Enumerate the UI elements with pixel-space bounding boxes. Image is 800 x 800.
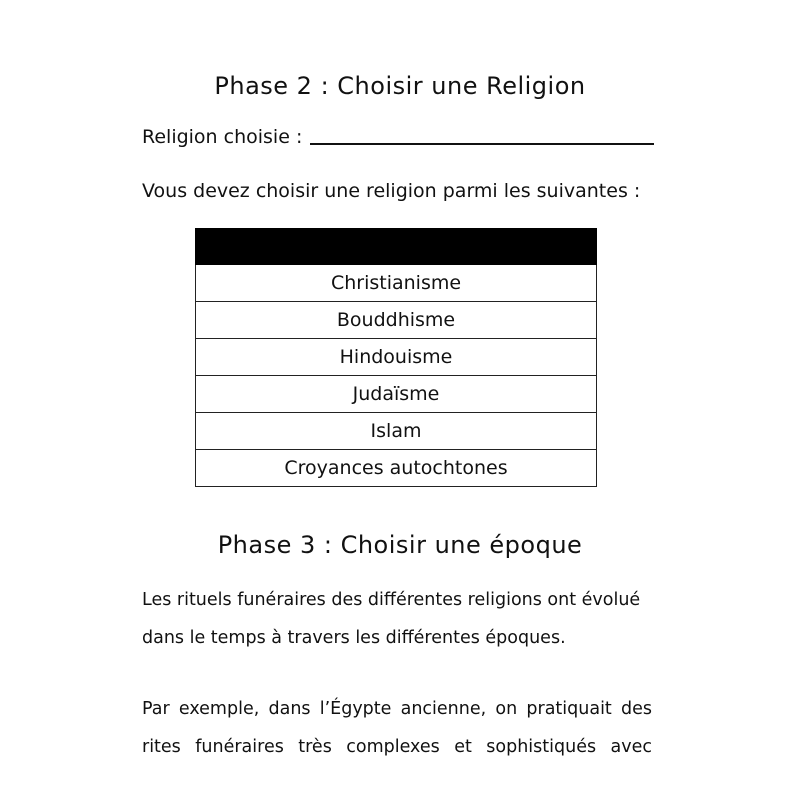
phase-2-title: Phase 2 : Choisir une Religion (214, 72, 586, 100)
table-header-row (196, 229, 597, 265)
religion-answer-blank[interactable] (310, 143, 654, 145)
table-header-cell (196, 229, 597, 265)
table-row (196, 339, 597, 376)
table-row (196, 265, 597, 302)
phase-2-instruction: Vous devez choisir une religion parmi les suivantes : (142, 180, 641, 202)
table-row (196, 376, 597, 413)
phase-3-paragraph-2: Par exemple, dans l’Égypte ancienne, on pratiquait des rites funéraires très complexes et sophistiqués avec (142, 699, 652, 757)
phase-3-title: Phase 3 : Choisir une époque (217, 531, 583, 559)
religion-cell-bouddhisme: Bouddhisme (196, 302, 597, 339)
religion-cell-christianisme: Christianisme (196, 265, 597, 302)
religion-cell-islam: Islam (196, 413, 597, 450)
religion-cell-judaisme: Judaïsme (196, 376, 597, 413)
religion-choice-label: Religion choisie : (142, 126, 303, 148)
religion-choice-field (142, 126, 654, 148)
table-row (196, 450, 597, 487)
religions-table (195, 228, 597, 487)
religion-cell-hindouisme: Hindouisme (196, 339, 597, 376)
table-row (196, 413, 597, 450)
religion-cell-croyances-autochtones: Croyances autochtones (196, 450, 597, 487)
table-row (196, 302, 597, 339)
phase-3-paragraph-1: Les rituels funéraires des différentes religions ont évolué dans le temps à travers les différentes époques. (142, 590, 641, 648)
